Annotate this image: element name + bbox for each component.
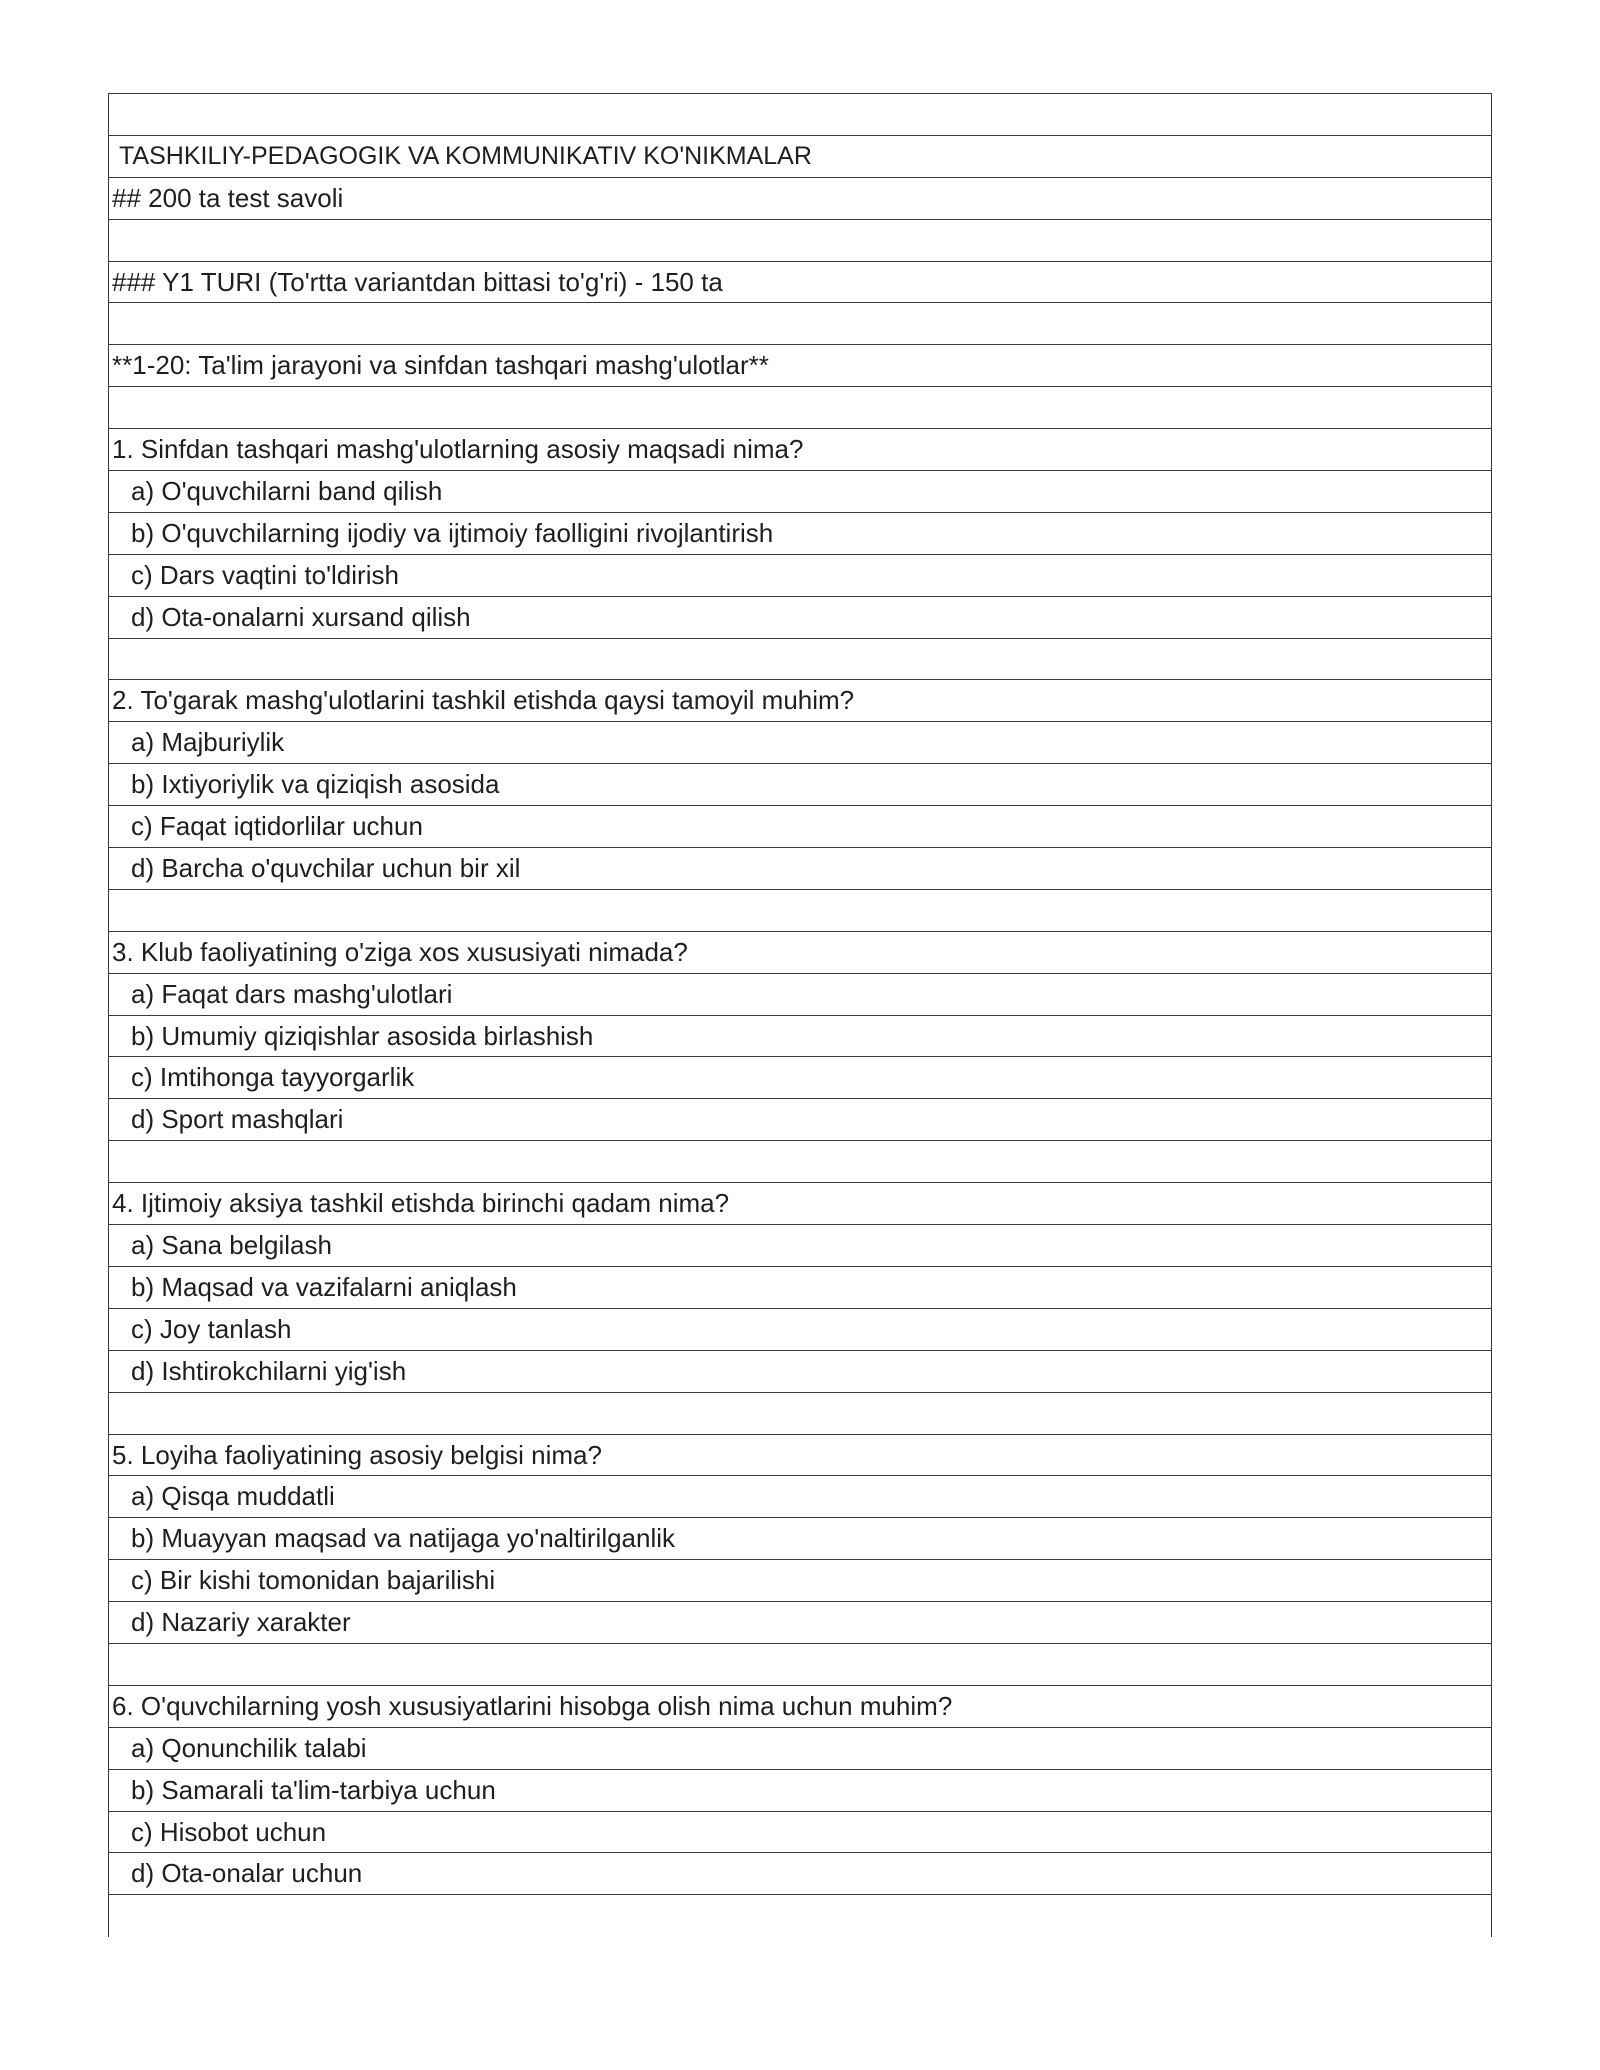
answer-option: c) Bir kishi tomonidan bajarilishi bbox=[109, 1560, 1491, 1602]
answer-option: b) O'quvchilarning ijodiy va ijtimoiy faolligini rivojlantirish bbox=[109, 513, 1491, 555]
section-heading: **1-20: Ta'lim jarayoni va sinfdan tashqari mashg'ulotlar** bbox=[109, 345, 1491, 387]
type-heading: ### Y1 TURI (To'rtta variantdan bittasi to'g'ri) - 150 ta bbox=[109, 262, 1491, 304]
question-text: 1. Sinfdan tashqari mashg'ulotlarning asosiy maqsadi nima? bbox=[109, 429, 1491, 471]
answer-option: a) Faqat dars mashg'ulotlari bbox=[109, 974, 1491, 1016]
answer-option: a) Qisqa muddatli bbox=[109, 1476, 1491, 1518]
empty-row bbox=[109, 387, 1491, 429]
question-text: 5. Loyiha faoliyatining asosiy belgisi nima? bbox=[109, 1435, 1491, 1477]
empty-row bbox=[109, 1141, 1491, 1183]
empty-row bbox=[109, 220, 1491, 262]
answer-option: d) Ishtirokchilarni yig'ish bbox=[109, 1351, 1491, 1393]
answer-option: b) Muayyan maqsad va natijaga yo'naltirilganlik bbox=[109, 1518, 1491, 1560]
spreadsheet-table bbox=[108, 93, 1492, 1937]
question-text: 4. Ijtimoiy aksiya tashkil etishda birinchi qadam nima? bbox=[109, 1183, 1491, 1225]
question-text: 6. O'quvchilarning yosh xususiyatlarini hisobga olish nima uchun muhim? bbox=[109, 1686, 1491, 1728]
answer-option: c) Joy tanlash bbox=[109, 1309, 1491, 1351]
answer-option: b) Maqsad va vazifalarni aniqlash bbox=[109, 1267, 1491, 1309]
empty-row bbox=[109, 890, 1491, 932]
answer-option: a) Qonunchilik talabi bbox=[109, 1728, 1491, 1770]
answer-option: c) Imtihonga tayyorgarlik bbox=[109, 1057, 1491, 1099]
question-text: 3. Klub faoliyatining o'ziga xos xususiyati nimada? bbox=[109, 932, 1491, 974]
answer-option: d) Ota-onalarni xursand qilish bbox=[109, 597, 1491, 639]
answer-option: a) Sana belgilash bbox=[109, 1225, 1491, 1267]
answer-option: b) Umumiy qiziqishlar asosida birlashish bbox=[109, 1016, 1491, 1058]
answer-option: c) Faqat iqtidorlilar uchun bbox=[109, 806, 1491, 848]
empty-row bbox=[109, 1644, 1491, 1686]
document-subtitle: ## 200 ta test savoli bbox=[109, 178, 1491, 220]
answer-option: a) O'quvchilarni band qilish bbox=[109, 471, 1491, 513]
empty-row bbox=[109, 1393, 1491, 1435]
answer-option: d) Barcha o'quvchilar uchun bir xil bbox=[109, 848, 1491, 890]
answer-option: d) Sport mashqlari bbox=[109, 1099, 1491, 1141]
answer-option: b) Samarali ta'lim-tarbiya uchun bbox=[109, 1770, 1491, 1812]
document-title: TASHKILIY-PEDAGOGIK VA KOMMUNIKATIV KO'NIKMALAR bbox=[109, 136, 1491, 178]
answer-option: a) Majburiylik bbox=[109, 722, 1491, 764]
empty-row bbox=[109, 1895, 1491, 1937]
answer-option: d) Nazariy xarakter bbox=[109, 1602, 1491, 1644]
empty-row bbox=[109, 94, 1491, 136]
empty-row bbox=[109, 303, 1491, 345]
answer-option: d) Ota-onalar uchun bbox=[109, 1853, 1491, 1895]
answer-option: c) Dars vaqtini to'ldirish bbox=[109, 555, 1491, 597]
answer-option: b) Ixtiyoriylik va qiziqish asosida bbox=[109, 764, 1491, 806]
question-text: 2. To'garak mashg'ulotlarini tashkil etishda qaysi tamoyil muhim? bbox=[109, 680, 1491, 722]
answer-option: c) Hisobot uchun bbox=[109, 1812, 1491, 1854]
empty-row bbox=[109, 639, 1491, 681]
